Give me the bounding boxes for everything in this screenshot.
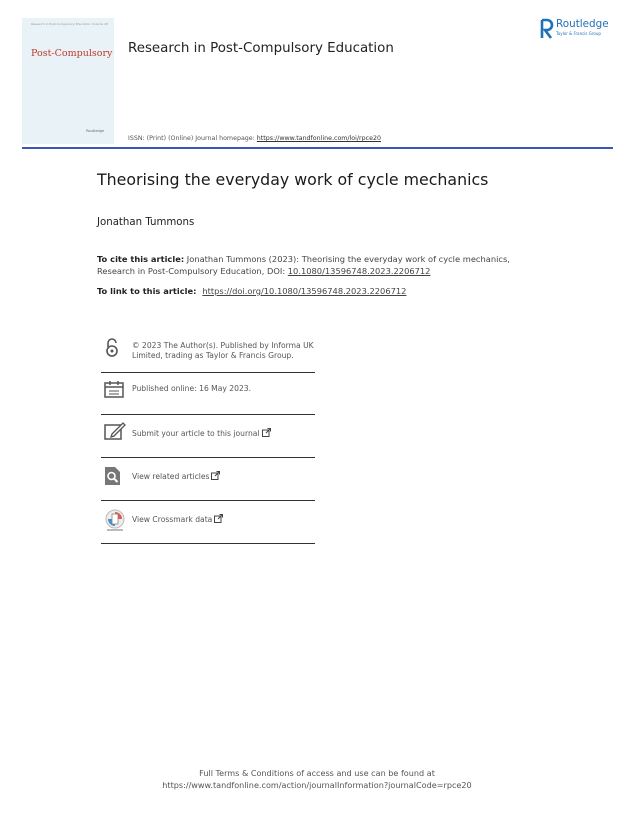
cover-title: Post-Compulsory xyxy=(31,48,113,59)
external-link-icon xyxy=(214,514,223,523)
journal-homepage-link[interactable]: https://www.tandfonline.com/loi/rpce20 xyxy=(256,135,381,142)
footer-terms-link[interactable]: https://www.tandfonline.com/action/journalInformation?journalCode=rpce20 xyxy=(162,779,472,790)
submit-article-label[interactable]: Submit your article to this journal xyxy=(132,429,260,438)
copyright-text: © 2023 The Author(s). Published by Informa UK Limited, trading as Taylor & Francis Group. xyxy=(132,341,314,360)
related-articles-label[interactable]: View related articles xyxy=(132,472,210,481)
article-title: Theorising the everyday work of cycle mechanics xyxy=(97,170,489,189)
open-access-row xyxy=(101,335,315,373)
footer xyxy=(0,768,634,791)
article-author: Jonathan Tummons xyxy=(97,217,195,228)
crossmark-label[interactable]: View Crossmark data xyxy=(132,515,213,524)
published-date-text: Published online: 16 May 2023. xyxy=(132,384,252,393)
cite-label: To cite this article: xyxy=(97,254,185,264)
header-divider xyxy=(22,147,613,149)
submit-article-link[interactable] xyxy=(132,428,271,439)
journal-cover xyxy=(22,18,114,144)
link-line xyxy=(97,286,406,296)
cover-top-line: Research in Post-Compulsory Education xyxy=(31,22,91,26)
related-articles-row[interactable] xyxy=(101,458,315,501)
doi-link[interactable]: 10.1080/13596748.2023.2206712 xyxy=(287,265,431,276)
crossmark-link[interactable] xyxy=(132,514,223,525)
crossmark-icon xyxy=(104,509,126,531)
routledge-logo xyxy=(539,18,619,42)
cover-volume: Volume 28 xyxy=(92,22,108,26)
article-link[interactable]: https://doi.org/10.1080/13596748.2023.2206712 xyxy=(202,286,407,296)
submit-article-icon xyxy=(104,422,126,440)
related-articles-link[interactable] xyxy=(132,471,220,482)
routledge-name: Routledge xyxy=(556,18,609,30)
calendar-icon xyxy=(104,380,124,398)
routledge-tagline: Taylor & Francis Group xyxy=(556,31,601,36)
footer-terms-text: Full Terms & Conditions of access and use can be found at xyxy=(199,768,435,778)
published-row xyxy=(101,372,315,415)
cover-publisher: Routledge xyxy=(86,129,104,133)
crossmark-row[interactable] xyxy=(101,501,315,544)
issn-text: ISSN: (Print) (Online) Journal homepage: xyxy=(128,135,257,142)
citation-block xyxy=(97,254,537,277)
link-label: To link to this article: xyxy=(97,286,200,296)
routledge-r-icon xyxy=(539,18,554,40)
related-articles-icon xyxy=(104,466,122,486)
issn-line xyxy=(128,135,381,142)
cite-text: Jonathan Tummons (2023): Theorising the everyday work of cycle mechanics, Research in Post-Compulsory Education, DOI: xyxy=(97,254,510,276)
external-link-icon xyxy=(211,471,220,480)
open-access-icon xyxy=(104,338,120,358)
external-link-icon xyxy=(262,428,271,437)
journal-title: Research in Post-Compulsory Education xyxy=(128,41,394,56)
submit-article-row[interactable] xyxy=(101,415,315,458)
